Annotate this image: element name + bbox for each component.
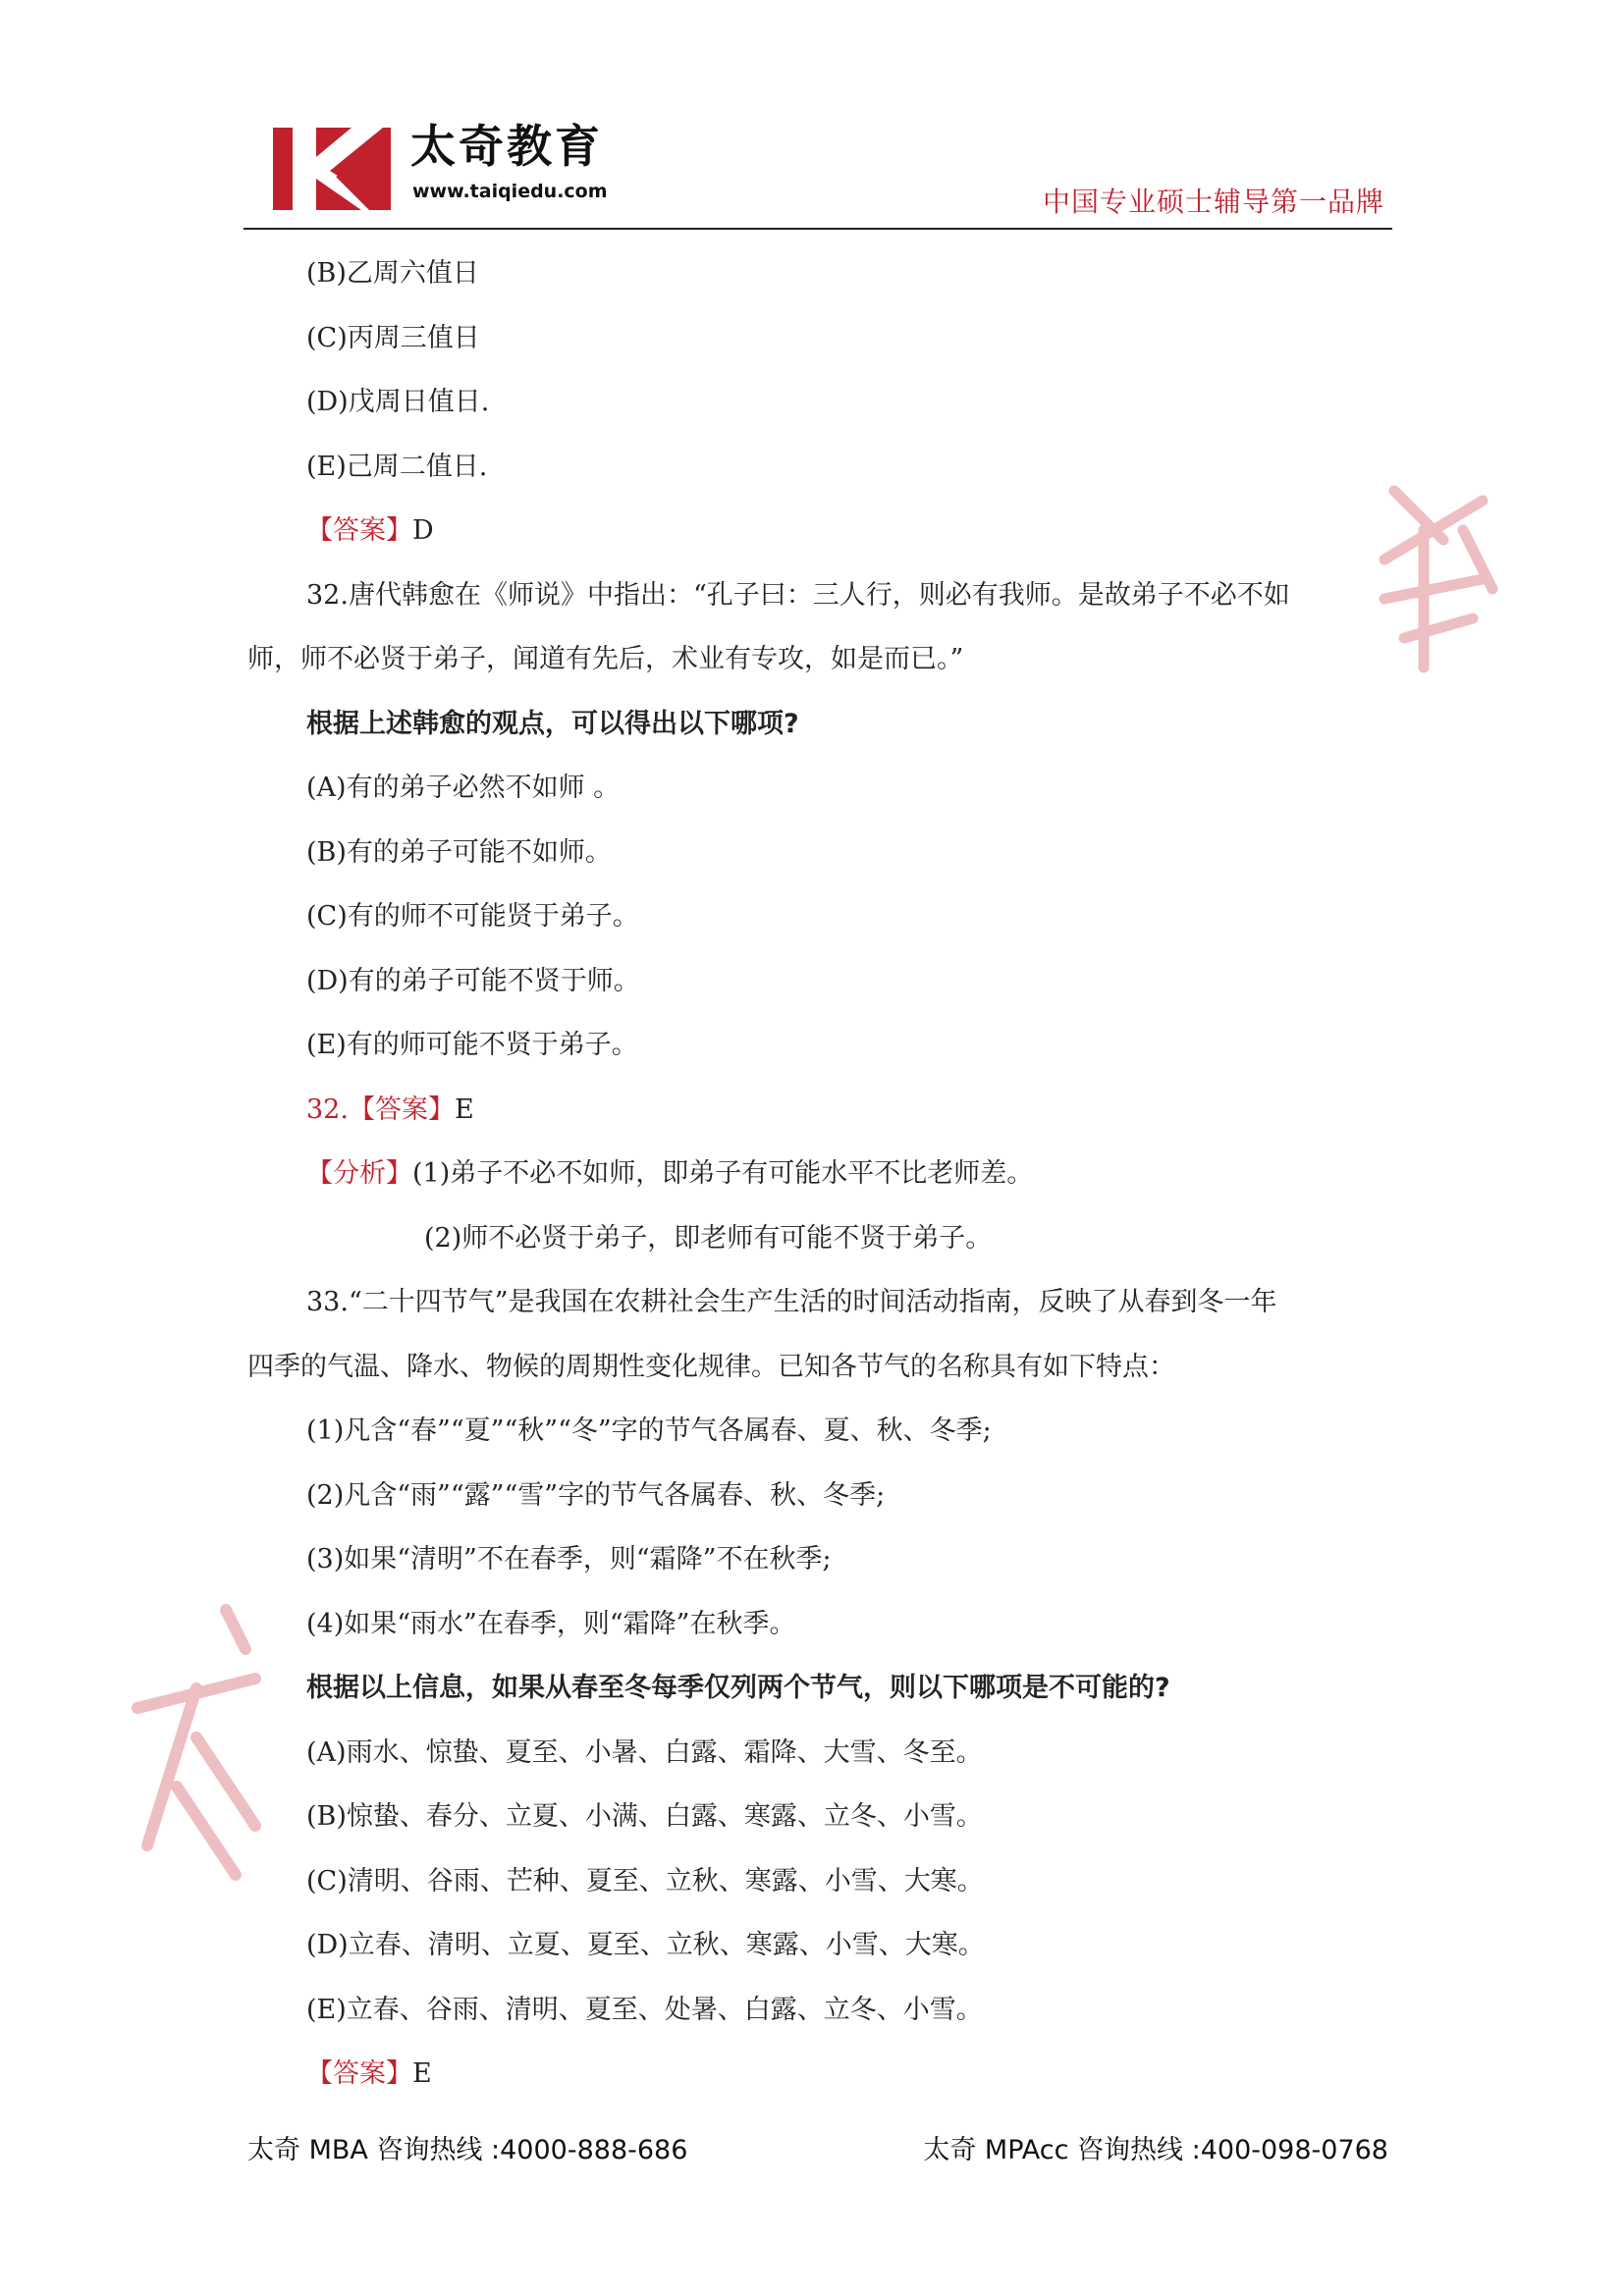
q32-analysis-1 xyxy=(247,1142,1392,1206)
q33-option-c: (C)清明、谷雨、芒种、夏至、立秋、寒露、小雪、大寒。 xyxy=(306,1865,984,1896)
q33-answer-label: 【答案】 xyxy=(306,2058,412,2089)
q33-condition-3: (3)如果“清明”不在春季，则“霜降”不在秋季; xyxy=(306,1544,832,1575)
q32-analysis-1-text: (1)弟子不必不如师，即弟子有可能水平不比老师差。 xyxy=(412,1158,1034,1189)
q32-stem-line1: 32.唐代韩愈在《师说》中指出：“孔子曰：三人行，则必有我师。是故弟子不必不如 xyxy=(306,579,1290,611)
q32-option-b: (B)有的弟子可能不如师。 xyxy=(306,836,612,868)
q33-question: 根据以上信息，如果从春至冬每季仅列两个节气，则以下哪项是不可能的? xyxy=(306,1673,1170,1703)
q32-analysis-2: (2)师不必贤于弟子，即老师有可能不贤于弟子。 xyxy=(424,1222,993,1254)
q31-option-c: (C)丙周三值日 xyxy=(306,322,480,353)
brand-tagline: 中国专业硕士辅导第一品牌 xyxy=(1042,186,1384,218)
q32-question: 根据上述韩愈的观点，可以得出以下哪项? xyxy=(306,708,799,739)
q33-option-a: (A)雨水、惊蛰、夏至、小暑、白露、霜降、大雪、冬至。 xyxy=(306,1736,983,1768)
brand-url: www.taiqiedu.com xyxy=(412,181,608,202)
brand-name: 太奇教育 xyxy=(410,120,603,173)
q33-condition-2: (2)凡含“雨”“露”“雪”字的节气各属春、秋、冬季; xyxy=(306,1479,886,1511)
q33-option-d: (D)立春、清明、立夏、夏至、立秋、寒露、小雪、大寒。 xyxy=(306,1930,985,1960)
footer-mpacc-hotline: 太奇 MPAcc 咨询热线 :400-098-0768 xyxy=(923,2135,1388,2165)
q33-stem-line1: 33.“二十四节气”是我国在农耕社会生产生活的时间活动指南，反映了从春到冬一年 xyxy=(306,1287,1277,1317)
q31-option-d: (D)戊周日值日. xyxy=(306,387,490,417)
footer-mba-hotline: 太奇 MBA 咨询热线 :4000-888-686 xyxy=(247,2135,688,2165)
document-body xyxy=(247,241,1392,2107)
q31-answer-value: D xyxy=(412,515,434,546)
q31-option-b: (B)乙周六值日 xyxy=(306,258,479,289)
q31-option-e: (E)己周二值日. xyxy=(306,451,488,482)
q32-answer-label: 32.【答案】 xyxy=(306,1094,455,1125)
taiqi-logo-icon xyxy=(273,128,391,210)
q32-option-c: (C)有的师不可能贤于弟子。 xyxy=(306,901,639,932)
q33-condition-1: (1)凡含“春”“夏”“秋”“冬”字的节气各属春、夏、秋、冬季; xyxy=(306,1415,992,1446)
q31-answer-label: 【答案】 xyxy=(306,515,412,546)
q32-analysis-label: 【分析】 xyxy=(306,1158,412,1189)
q32-answer-value: E xyxy=(454,1094,474,1125)
q33-answer xyxy=(247,2042,1392,2107)
q33-option-b: (B)惊蛰、春分、立夏、小满、白露、寒露、立冬、小雪。 xyxy=(306,1801,983,1832)
q32-stem-line2: 师，师不必贤于弟子，闻道有先后，术业有专攻，如是而已。” xyxy=(247,644,964,674)
q31-answer xyxy=(247,499,1392,563)
q33-condition-4: (4)如果“雨水”在春季，则“霜降”在秋季。 xyxy=(306,1608,796,1639)
q33-answer-value: E xyxy=(412,2058,432,2089)
q32-option-d: (D)有的弟子可能不贤于师。 xyxy=(306,965,640,996)
q32-answer xyxy=(247,1078,1392,1143)
header-divider xyxy=(244,228,1392,230)
page-header xyxy=(244,116,1392,230)
q32-option-a: (A)有的弟子必然不如师 。 xyxy=(306,773,621,803)
q33-stem-line2: 四季的气温、降水、物候的周期性变化规律。已知各节气的名称具有如下特点： xyxy=(247,1351,1175,1382)
q32-option-e: (E)有的师可能不贤于弟子。 xyxy=(306,1030,638,1060)
q33-option-e: (E)立春、谷雨、清明、夏至、处暑、白露、立冬、小雪。 xyxy=(306,1994,983,2025)
